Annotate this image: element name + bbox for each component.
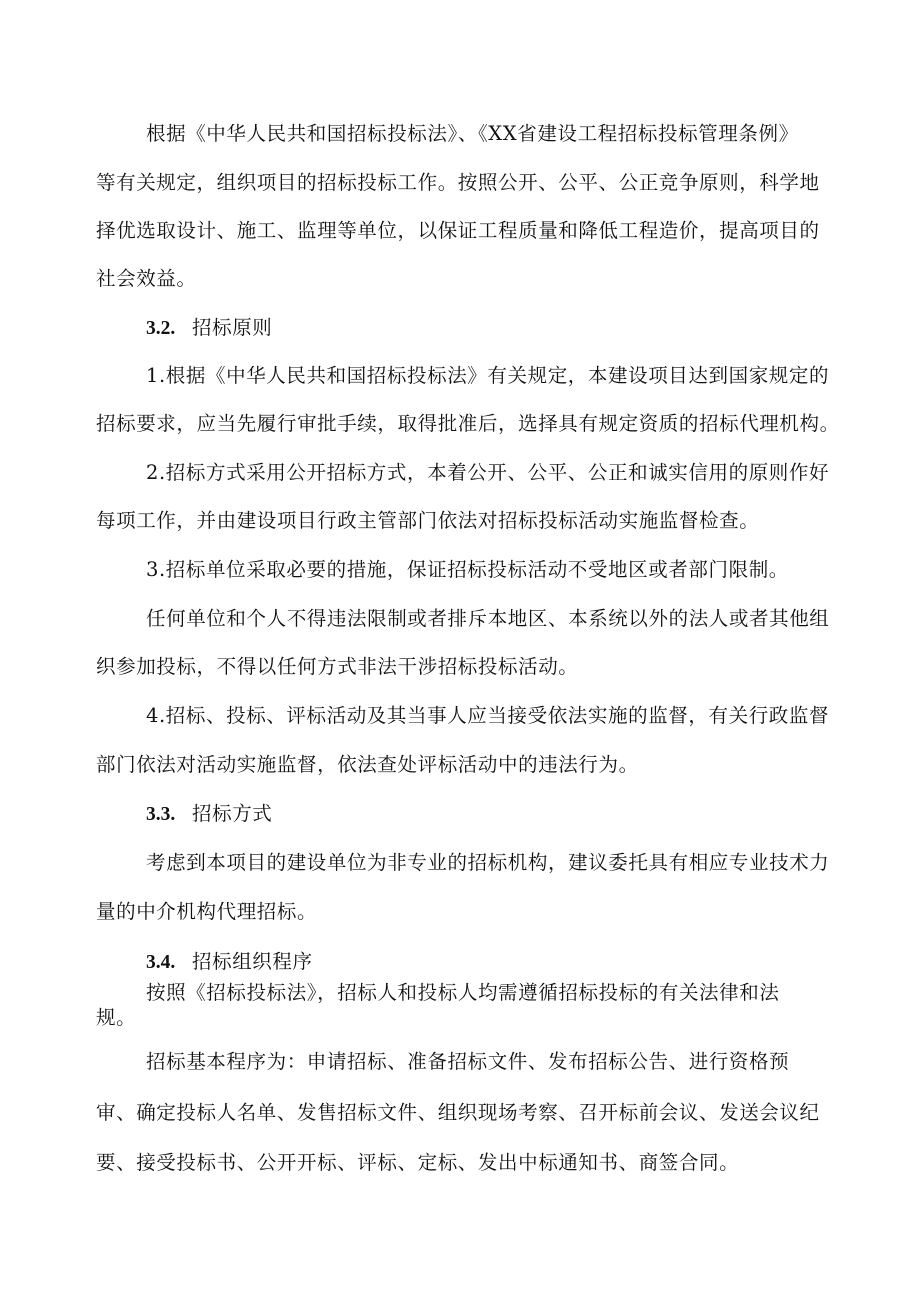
paragraph-3-line-2: 每项工作，并由建设项目行政主管部门依法对招标投标活动实施监督检查。 — [96, 509, 760, 532]
section-number: 3.4. — [146, 952, 176, 973]
paragraph-6-line-1: 4.招标、投标、评标活动及其当事人应当接受依法实施的监督，有关行政监督 — [146, 704, 830, 727]
paragraph-2-line-1: 1.根据《中华人民共和国招标投标法》有关规定，本建设项目达到国家规定的 — [146, 364, 830, 387]
paragraph-6-line-2: 部门依法对活动实施监督，依法查处评标活动中的违法行为。 — [96, 753, 639, 776]
paragraph-9-line-2: 审、确定投标人名单、发售招标文件、组织现场考察、召开标前会议、发送会议纪 — [96, 1101, 820, 1124]
paragraph-1-line-2: 等有关规定，组织项目的招标投标工作。按照公开、公平、公正竞争原则，科学地 — [96, 171, 820, 194]
paragraph-1-line-3: 择优选取设计、施工、监理等单位，以保证工程质量和降低工程造价，提高项目的 — [96, 219, 820, 242]
paragraph-8-line-1: 按照《招标投标法》，招标人和投标人均需遵循招标投标的有关法律和法 — [146, 981, 780, 1004]
paragraph-2-line-2: 招标要求，应当先履行审批手续，取得批准后，选择具有规定资质的招标代理机构。 — [96, 412, 840, 435]
paragraph-7-line-2: 量的中介机构代理招标。 — [96, 900, 318, 923]
section-heading-3-4 — [146, 949, 313, 976]
paragraph-3-line-1: 2.招标方式采用公开招标方式，本着公开、公平、公正和诚实信用的原则作好 — [146, 461, 830, 484]
paragraph-9-line-3: 要、接受投标书、公开开标、评标、定标、发出中标通知书、商签合同。 — [96, 1151, 740, 1174]
paragraph-1-line-4: 社会效益。 — [96, 267, 197, 290]
section-heading-3-3 — [146, 801, 272, 828]
section-number: 3.3. — [146, 804, 176, 825]
section-number: 3.2. — [146, 318, 176, 339]
section-title: 招标组织程序 — [192, 950, 313, 973]
paragraph-5-line-1: 任何单位和个人不得违法限制或者排斥本地区、本系统以外的法人或者其他组 — [146, 607, 830, 630]
paragraph-7-line-1: 考虑到本项目的建设单位为非专业的招标机构，建议委托具有相应专业技术力 — [146, 851, 830, 874]
paragraph-4-line-1: 3.招标单位采取必要的措施，保证招标投标活动不受地区或者部门限制。 — [146, 558, 789, 581]
section-title: 招标原则 — [192, 316, 273, 339]
paragraph-8-line-2: 规。 — [96, 1006, 137, 1029]
section-heading-3-2 — [146, 315, 272, 342]
paragraph-9-line-1: 招标基本程序为：申请招标、准备招标文件、发布招标公告、进行资格预 — [146, 1050, 790, 1073]
paragraph-1-line-1: 根据《中华人民共和国招标投标法》、《XX省建设工程招标投标管理条例》 — [146, 122, 799, 145]
section-title: 招标方式 — [192, 802, 273, 825]
paragraph-5-line-2: 织参加投标，不得以任何方式非法干涉招标投标活动。 — [96, 655, 579, 678]
